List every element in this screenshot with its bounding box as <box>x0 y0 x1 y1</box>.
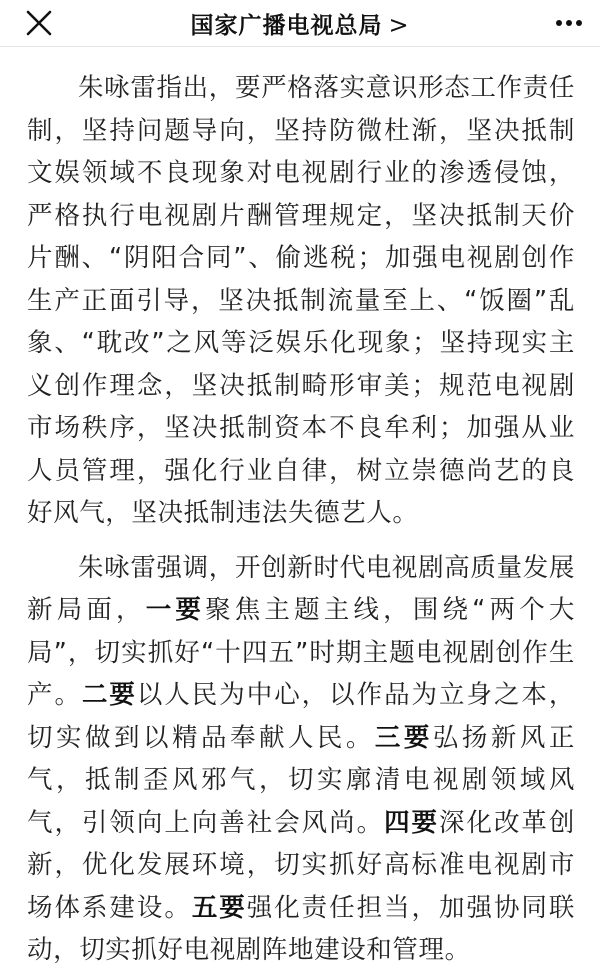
account-title-link[interactable] <box>190 7 409 40</box>
p2-text-3: 弘扬新风正气，抵制歪风邪气，切实廓清电视剧领域风气，引领向上向善社会风尚。 <box>27 722 575 838</box>
p2-text-2: 以人民为中心，以作品为立身之本，切实做到以精品奉献人民。 <box>27 680 575 753</box>
p2-text-1: 聚焦主题主线，围绕“两个大局”，切实抓好“十四五”时期主题电视剧创作生产。 <box>27 595 576 710</box>
chevron-right-icon: > <box>388 10 410 39</box>
paragraph-1: 朱咏雷指出，要严格落实意识形态工作责任制，坚持问题导向，坚持防微杜渐，坚决抵制文娱领域不良现象对电视剧行业的渗透侵蚀，严格执行电视剧片酬管理规定，坚决抵制天价片酬、“阴阳合同”、偷逃税；加强电视剧创作生产正面引导，坚决抵制流量至上、“饭圈”乱象、“耽改”之风等泛娱乐化现象；坚持现实主义创作理念，坚决抵制畸形审美；规范电视剧市场秩序，坚决抵制资本不良牟利；加强从业人员管理，强化行业自律，树立崇德尚艺的良好风气，坚决抵制违法失德艺人。 <box>27 73 575 528</box>
emphasis-1: 一要 <box>145 595 206 625</box>
top-nav-bar <box>0 0 600 47</box>
more-dots-icon <box>552 10 586 36</box>
emphasis-3: 三要 <box>374 722 433 753</box>
close-button[interactable] <box>22 6 56 40</box>
more-button[interactable] <box>552 10 586 36</box>
emphasis-4: 四要 <box>384 807 440 838</box>
close-icon <box>22 6 56 40</box>
emphasis-2: 二要 <box>81 680 137 710</box>
emphasis-5: 五要 <box>191 892 247 923</box>
account-name: 国家广播电视总局 <box>190 12 383 39</box>
p2-text-4: 深化改革创新，优化发展环境，切实抓好高标准电视剧市场体系建设。 <box>27 807 575 923</box>
p2-intro: 朱咏雷强调，开创新时代电视剧高质量发展新局面， <box>27 552 575 625</box>
p2-text-5: 强化责任担当，加强协同联动，切实抓好电视剧阵地建设和管理。 <box>27 892 575 965</box>
article-body <box>27 67 575 972</box>
paragraph-2 <box>27 547 575 972</box>
